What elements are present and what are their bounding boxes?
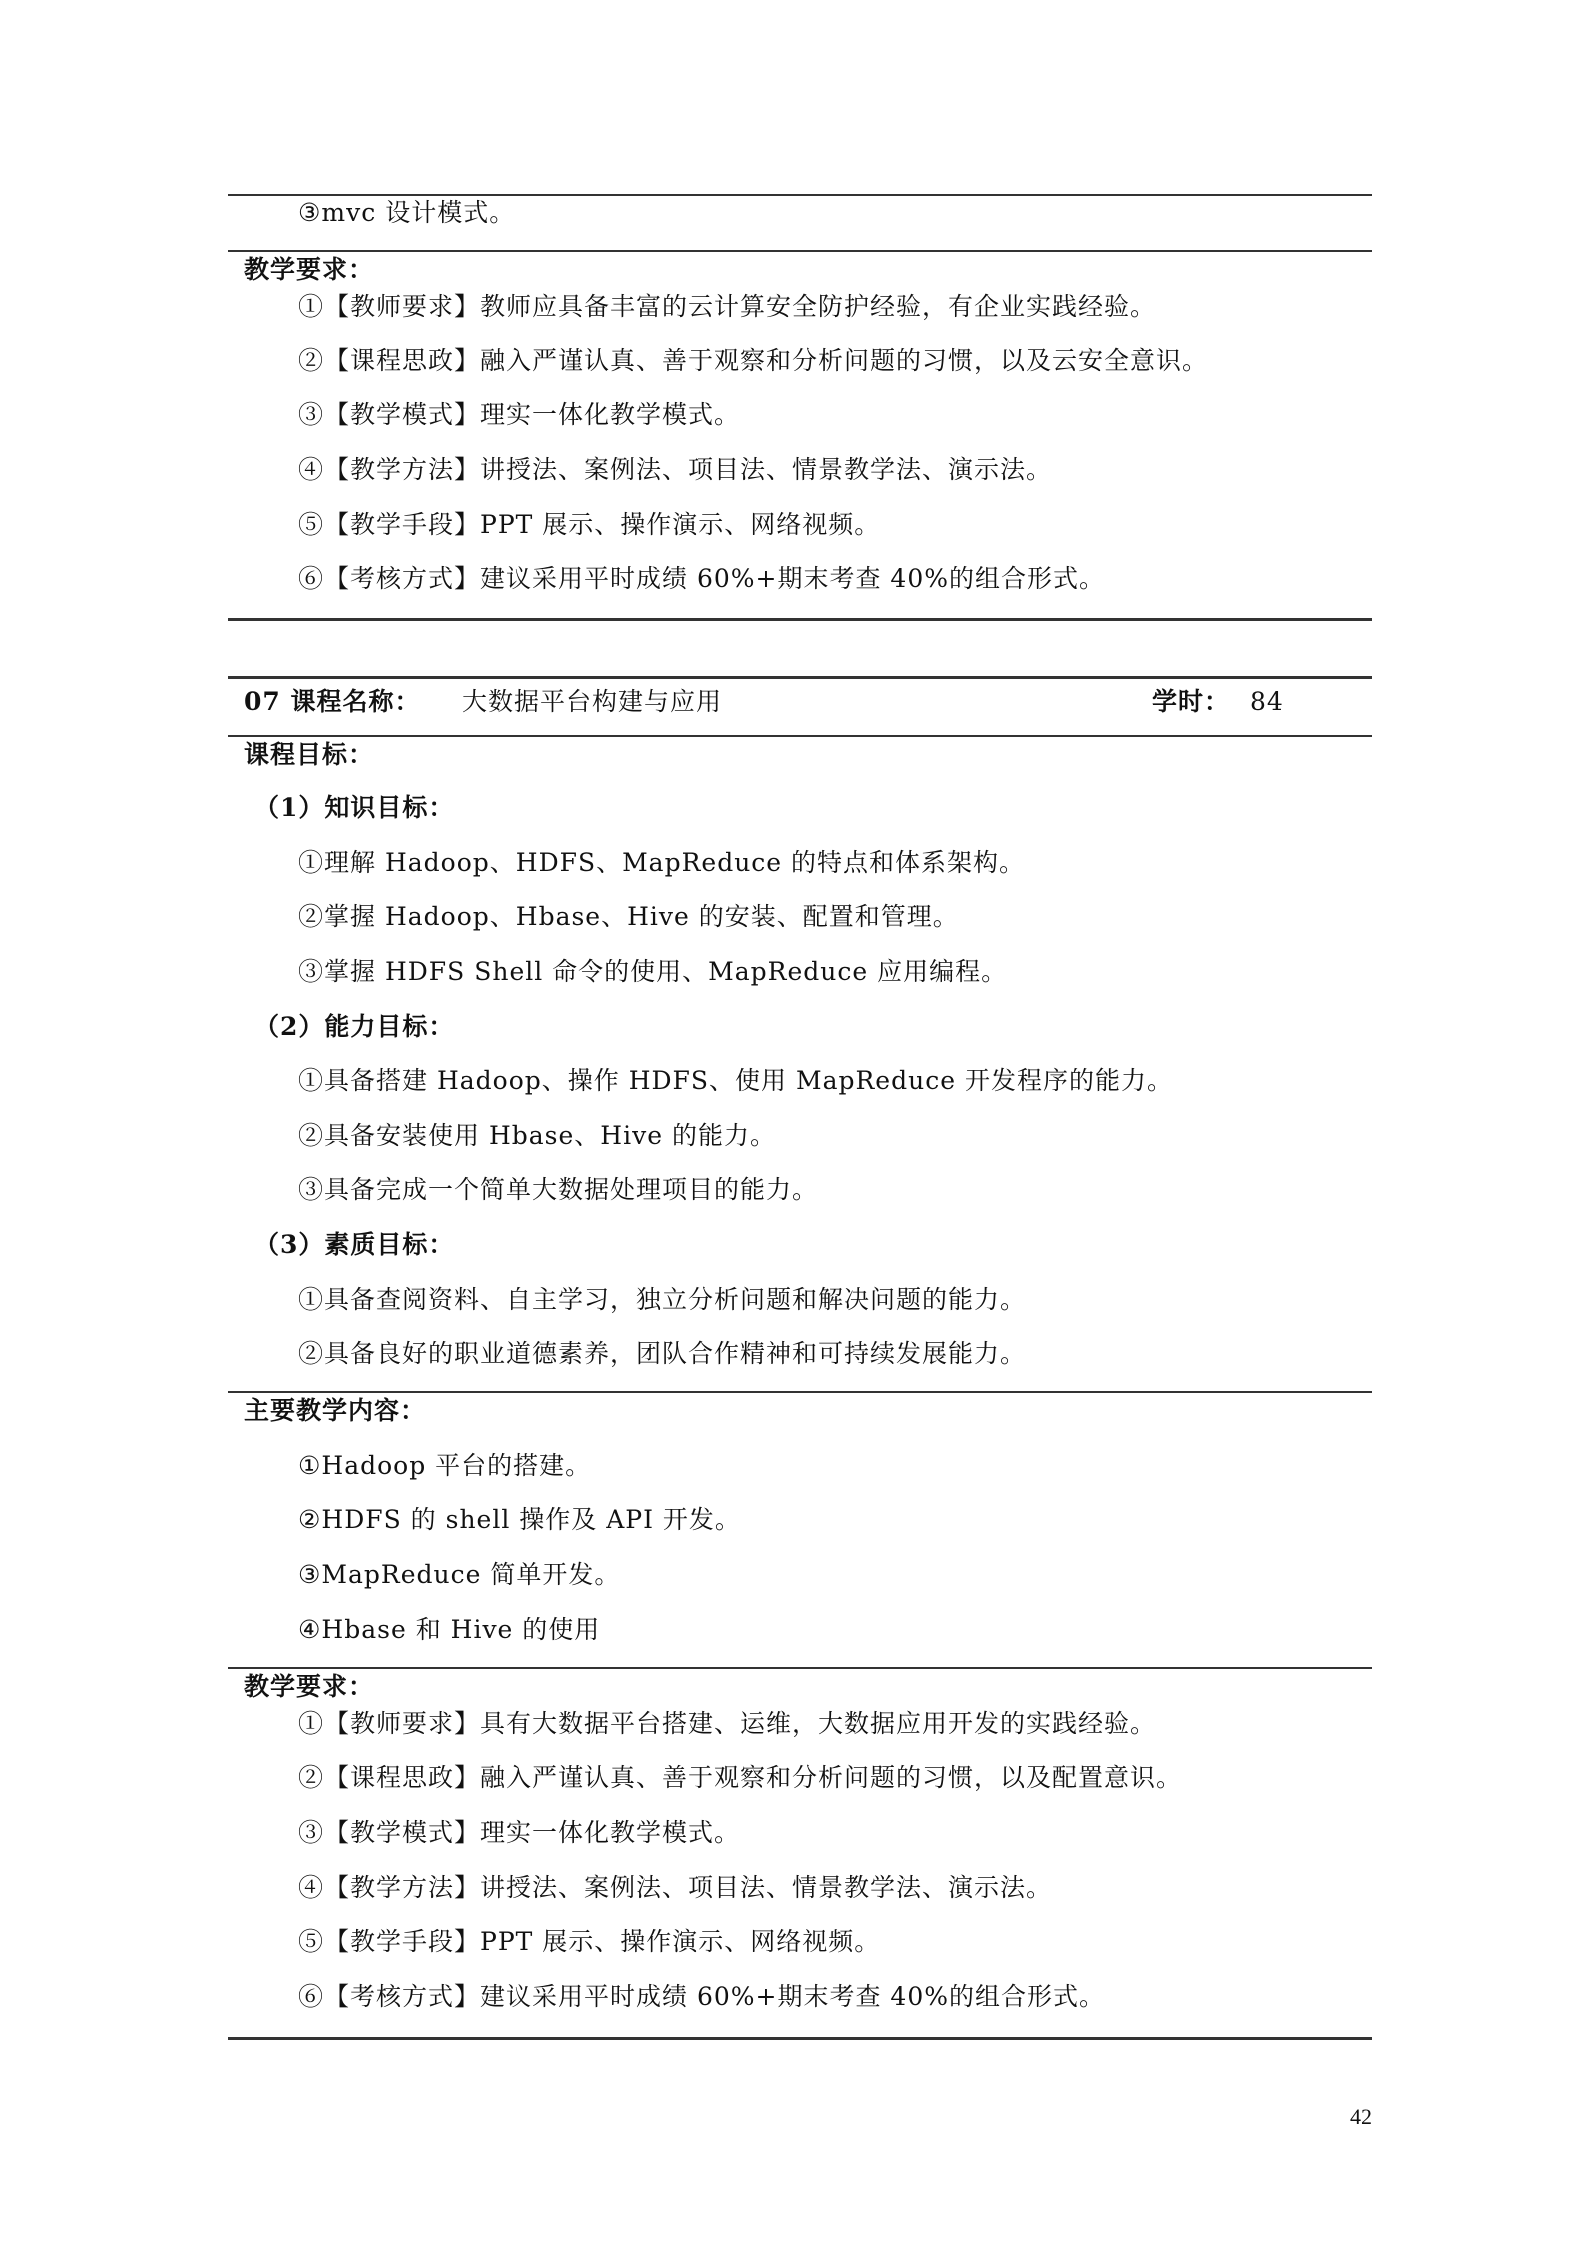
quality-item: ①具备查阅资料、自主学习，独立分析问题和解决问题的能力。: [298, 1285, 1027, 1314]
section-title-requirements: 教学要求：: [244, 255, 375, 284]
table-rule: [228, 1667, 1372, 1669]
hours-value: 84: [1250, 687, 1284, 716]
requirement-item: ①【教师要求】具有大数据平台搭建、运维，大数据应用开发的实践经验。: [298, 1709, 1157, 1738]
section-title-content: 主要教学内容：: [244, 1396, 427, 1425]
ability-item: ①具备搭建 Hadoop、操作 HDFS、使用 MapReduce 开发程序的能力。: [298, 1066, 1173, 1095]
content-item: ②HDFS 的 shell 操作及 API 开发。: [298, 1505, 741, 1534]
content-item: ③mvc 设计模式。: [298, 198, 516, 227]
knowledge-item: ②掌握 Hadoop、Hbase、Hive 的安装、配置和管理。: [298, 902, 959, 931]
course-name: 大数据平台构建与应用: [462, 687, 723, 716]
table-rule: [228, 250, 1372, 252]
requirement-item: ②【课程思政】融入严谨认真、善于观察和分析问题的习惯，以及配置意识。: [298, 1763, 1183, 1792]
section-title-requirements: 教学要求：: [244, 1672, 375, 1701]
section-title-goals: 课程目标：: [244, 740, 375, 769]
quality-item: ②具备良好的职业道德素养，团队合作精神和可持续发展能力。: [298, 1339, 1027, 1368]
requirement-item: ⑥【考核方式】建议采用平时成绩 60%+期末考查 40%的组合形式。: [298, 564, 1105, 593]
requirement-item: ③【教学模式】理实一体化教学模式。: [298, 1818, 741, 1847]
knowledge-item: ①理解 Hadoop、HDFS、MapReduce 的特点和体系架构。: [298, 848, 1026, 877]
content-item: ④Hbase 和 Hive 的使用: [298, 1615, 601, 1644]
ability-item: ③具备完成一个简单大数据处理项目的能力。: [298, 1175, 819, 1204]
requirement-item: ④【教学方法】讲授法、案例法、项目法、情景教学法、演示法。: [298, 455, 1053, 484]
content-item: ③MapReduce 简单开发。: [298, 1560, 621, 1589]
knowledge-item: ③掌握 HDFS Shell 命令的使用、MapReduce 应用编程。: [298, 957, 1008, 986]
table-rule: [228, 194, 1372, 196]
content-item: ①Hadoop 平台的搭建。: [298, 1451, 592, 1480]
requirement-item: ①【教师要求】教师应具备丰富的云计算安全防护经验，有企业实践经验。: [298, 292, 1157, 321]
course-number-label: 07 课程名称：: [244, 687, 421, 716]
table-bottom-rule: [228, 2037, 1372, 2040]
page-number: 42: [1350, 2104, 1372, 2129]
ability-item: ②具备安装使用 Hbase、Hive 的能力。: [298, 1121, 776, 1150]
table-top-rule: [228, 676, 1372, 679]
requirement-item: ⑤【教学手段】PPT 展示、操作演示、网络视频。: [298, 510, 881, 539]
requirement-item: ⑤【教学手段】PPT 展示、操作演示、网络视频。: [298, 1927, 881, 1956]
requirement-item: ④【教学方法】讲授法、案例法、项目法、情景教学法、演示法。: [298, 1873, 1053, 1902]
table-rule: [228, 1391, 1372, 1393]
subsection-quality: （3）素质目标：: [254, 1230, 455, 1259]
hours-label: 学时：: [1152, 687, 1231, 716]
requirement-item: ②【课程思政】融入严谨认真、善于观察和分析问题的习惯，以及云安全意识。: [298, 346, 1209, 375]
requirement-item: ③【教学模式】理实一体化教学模式。: [298, 400, 741, 429]
subsection-knowledge: （1）知识目标：: [254, 793, 455, 822]
table-rule: [228, 735, 1372, 737]
subsection-ability: （2）能力目标：: [254, 1012, 455, 1041]
table-bottom-rule: [228, 618, 1372, 621]
requirement-item: ⑥【考核方式】建议采用平时成绩 60%+期末考查 40%的组合形式。: [298, 1982, 1105, 2011]
course-header: [244, 682, 1354, 722]
